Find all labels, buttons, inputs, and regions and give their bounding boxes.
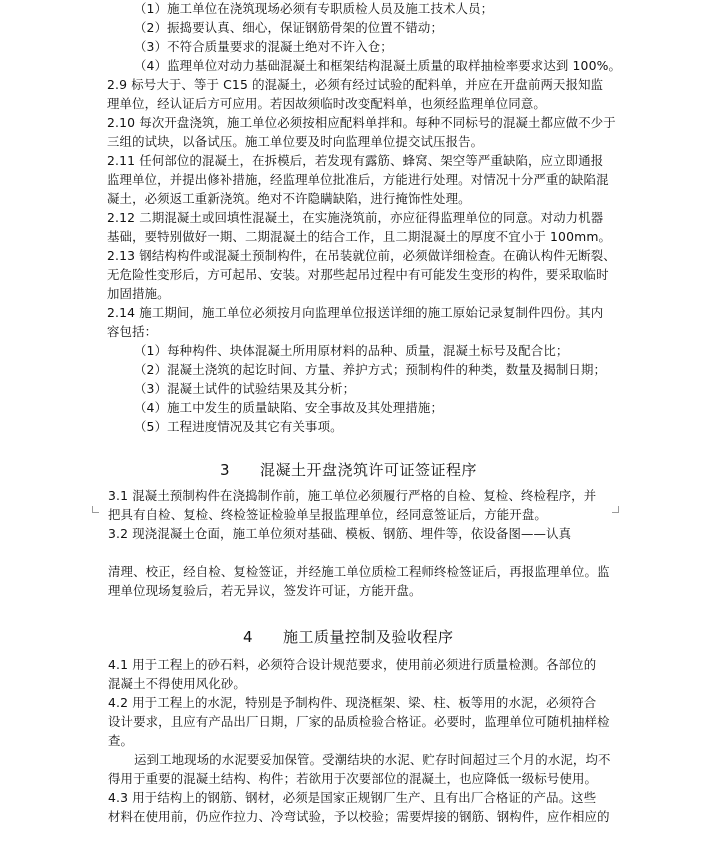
text-line: 4.1 用于工程上的砂石料，必须符合设计规范要求，使用前必须进行质量检测。各部位的	[108, 657, 597, 672]
text-line: 混凝土不得使用风化砂。	[108, 676, 246, 691]
text-line: 理单位现场复验后，若无异议，签发许可证，方能开盘。	[108, 583, 422, 598]
heading-number: 4	[243, 628, 254, 646]
text-line: 把具有自检、复检、终检签证检验单呈报监理单位，经同意签证后，方能开盘。	[108, 507, 547, 522]
text-line: 材料在使用前，仍应作拉力、冷弯试验，予以校验；需要焊接的钢筋、钢构件，应作相应的	[108, 809, 610, 824]
text-line: 设计要求，且应有产品出厂日期，厂家的品质检验合格证。必要时，监理单位可随机抽样检	[108, 714, 610, 729]
text-line: 2.14 施工期间，施工单位必须按月向监理单位报送详细的施工原始记录复制件四份。其内	[107, 305, 604, 320]
section-3-heading	[220, 460, 477, 480]
text-line: 清理、校正，经自检、复检签证，并经施工单位质检工程师终检签证后，再报监理单位。监	[108, 564, 610, 579]
heading-title: 混凝土开盘浇筑许可证签证程序	[260, 461, 478, 479]
text-line: （1）每种构件、块体混凝土所用原材料的品种、质量，混凝土标号及配合比；	[134, 343, 569, 358]
text-line: 4.2 用于工程上的水泥，特别是予制构件、现浇框架、梁、柱、板等用的水泥，必须符合	[108, 695, 597, 710]
text-line: （4）监理单位对动力基础混凝土和框架结构混凝土质量的取样抽检率要求达到 100%。	[134, 58, 622, 73]
text-line: （1）施工单位在浇筑现场必须有专职质检人员及施工技术人员；	[134, 1, 494, 16]
text-line: 运到工地现场的水泥要妥加保管。受潮结块的水泥、贮存时间超过三个月的水泥，均不	[134, 752, 611, 767]
text-line: 无危险性变形后，方可起吊、安装。对那些起吊过程中有可能发生变形的构件，要采取临时	[107, 267, 609, 282]
text-line: 3.1 混凝土预制构件在浇捣制作前，施工单位必须履行严格的自检、复检、终检程序，并	[108, 488, 597, 503]
text-line: （5）工程进度情况及其它有关事项。	[134, 419, 343, 434]
text-line: 凝土，必须返工重新浇筑。绝对不许隐瞒缺陷，进行掩饰性处理。	[107, 191, 471, 206]
heading-title: 施工质量控制及验收程序	[283, 628, 454, 646]
margin-mark-left	[92, 506, 99, 513]
text-line: 4.3 用于结构上的钢筋、钢材，必须是国家正规钢厂生产、且有出厂合格证的产品。这些	[108, 790, 597, 805]
section-4-heading	[243, 627, 454, 647]
text-line: （3）混凝土试件的试验结果及其分析；	[134, 381, 356, 396]
text-line: 加固措施。	[107, 286, 170, 301]
text-line: 监理单位，并提出修补措施，经监理单位批准后，方能进行处理。对情况十分严重的缺陷混	[107, 172, 609, 187]
text-line: 2.11 任何部位的混凝土，在拆模后，若发现有露筋、蜂窝、架空等严重缺陷，应立即通报	[107, 153, 604, 168]
text-line: 容包括：	[107, 324, 158, 339]
text-line: （2）混凝土浇筑的起讫时间、方量、养护方式；预制构件的种类，数量及揭制日期；	[134, 362, 607, 377]
text-line: （2）振捣要认真、细心，保证钢筋骨架的位置不错动；	[134, 20, 444, 35]
text-line: 得用于重要的混凝土结构、构件；若欲用于次要部位的混凝土，也应降低一级标号使用。	[108, 771, 598, 786]
margin-mark-right	[612, 506, 619, 513]
text-line: 2.10 每次开盘浇筑，施工单位必须按相应配料单拌和。每种不同标号的混凝土都应做不少于	[107, 115, 616, 130]
heading-number: 3	[220, 461, 231, 479]
text-line: 2.13 钢结构构件或混凝土预制构件，在吊装就位前，必须做详细检查。在确认构件无断裂、	[107, 248, 616, 263]
text-line: （3）不符合质量要求的混凝土绝对不许入仓；	[134, 39, 393, 54]
text-line: 2.9 标号大于、等于 C15 的混凝土，必须有经过试验的配料单，并应在开盘前两天报知监	[107, 77, 604, 92]
text-line: 基础，要特别做好一期、二期混凝土的结合工作，且二期混凝土的厚度不宜小于 100mm。	[107, 229, 612, 244]
text-line: 三组的试块，以备试压。施工单位要及时向监理单位提交试压报告。	[107, 134, 484, 149]
text-line: 查。	[108, 733, 134, 748]
text-line: 理单位，经认证后方可应用。若因故须临时改变配料单，也须经监理单位同意。	[107, 96, 546, 111]
text-line: 2.12 二期混凝土或回填性混凝土，在实施浇筑前，亦应征得监理单位的同意。对动力机器	[107, 210, 604, 225]
text-line: 3.2 现浇混凝土仓面，施工单位须对基础、模板、钢筋、埋件等，依设备图——认真	[108, 526, 572, 541]
text-line: （4）施工中发生的质量缺陷、安全事故及其处理措施；	[134, 400, 444, 415]
